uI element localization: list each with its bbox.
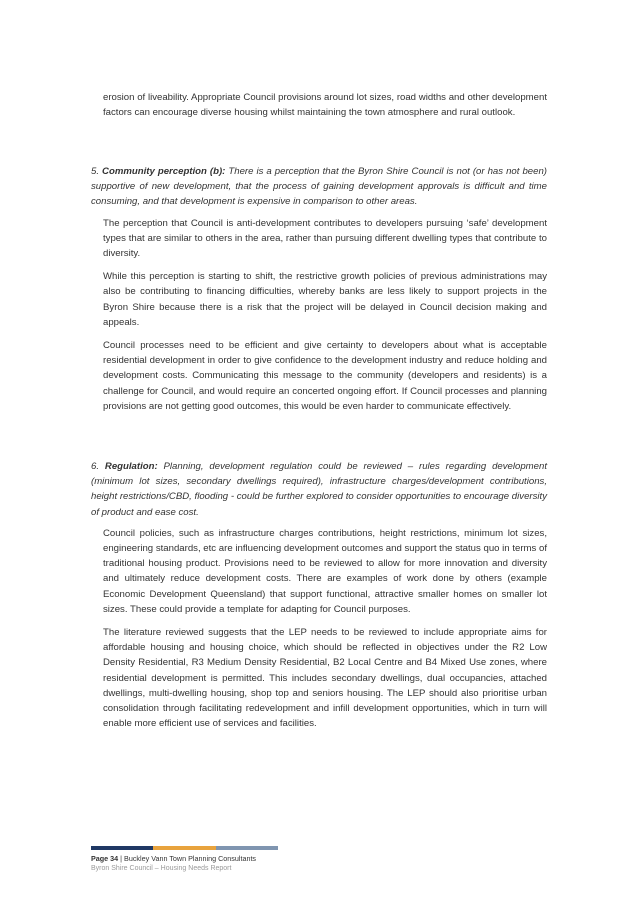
footer-report-title: Byron Shire Council – Housing Needs Report — [91, 865, 232, 872]
footer-separator: | — [118, 854, 125, 863]
section-5-lead — [0, 164, 638, 210]
section-6 — [0, 459, 638, 731]
section-6-title: Regulation: — [104, 461, 158, 472]
footer-company: Buckley Vann Town Planning Consultants — [124, 854, 257, 863]
section-5-title: Community perception (b): — [102, 166, 226, 177]
section-5-lead-text: There is a perception that the Byron Shire Council is not (or has not been) supportive of new development, that the process of gaining development approvals is difficult and time consuming, and that development is expensive in comparison to other areas. — [91, 166, 547, 208]
section-6-paragraph-2: The literature reviewed suggests that the LEP needs to be reviewed to include appropriate aims for affordable housing and housing choice, which should be reflected in objectives under the R2 Low Density Residential, R3 Medium Density Residential, B2 Local Centre and B4 Mixed Use zones, where residential development is permitted. This includes secondary dwellings, dual occupancies, attached dwellings, multi-dwelling housing, shop top and seniors housing. The LEP should also prioritise urban consolidation through facilitating redevelopment and infill development opportunities, which in turn will enable more efficient use of services and facilities. — [103, 627, 547, 730]
footer-page-number: Page 34 — [91, 854, 119, 863]
footer-page-line — [91, 854, 256, 863]
section-6-lead — [0, 459, 638, 520]
footer-color-bar — [91, 846, 278, 850]
section-5-paragraph-2: While this perception is starting to shift, the restrictive growth policies of previous administrations may also be contributing to financing difficulties, whereby banks are less likely to support projects in the Byron Shire because there is a risk that the project will be delayed in Council decision making and appeals. — [103, 271, 547, 328]
section-6-number: 6. — [91, 461, 100, 472]
footer-bar-segment-navy — [91, 846, 153, 850]
section-5 — [0, 164, 638, 414]
section-5-paragraph-1: The perception that Council is anti-development contributes to developers pursuing ‘safe’ development types that are similar to others in the area, rather than pursuing different dwelling types that contribute to diversity. — [103, 217, 547, 260]
footer-bar-segment-orange — [153, 846, 216, 850]
section-6-paragraph-1: Council policies, such as infrastructure charges contributions, height restrictions, minimum lot sizes, engineering standards, etc are influencing development outcomes and support the status quo in terms of traditional housing product. Provisions need to be reviewed to allow for more innovation and diversity and ultimately reduce development costs. There are examples of work done by others (example Economic Development Queensland) that support functional, attractive smaller homes on smaller lot sizes. These could provide a template for adapting for Council purposes. — [103, 527, 547, 615]
section-5-number: 5. — [91, 166, 100, 177]
intro-paragraph: erosion of liveability. Appropriate Council provisions around lot sizes, road widths and other development factors can encourage diverse housing whilst maintaining the town atmosphere and rural outlook. — [103, 92, 547, 119]
intro-block — [0, 90, 638, 120]
footer-bar-segment-slate — [216, 846, 278, 850]
section-5-paragraph-3: Council processes need to be efficient and give certainty to developers about what is acceptable residential development in order to give confidence to the development industry and reduce holding and development costs. Communicating this message to the community (developers and residents) is a challenge for Council, and would require an concerted ongoing effort. If Council processes and planning provisions are not getting good outcomes, this would be even harder to communicate effectively. — [103, 340, 547, 412]
section-6-lead-text: Planning, development regulation could be reviewed – rules regarding development (minimum lot sizes, secondary dwellings required), infrastructure charges/development contributions, height restrictions/CBD, flooding - could be further explored to consider opportunities to encourage diversity of product and ease cost. — [91, 461, 547, 518]
